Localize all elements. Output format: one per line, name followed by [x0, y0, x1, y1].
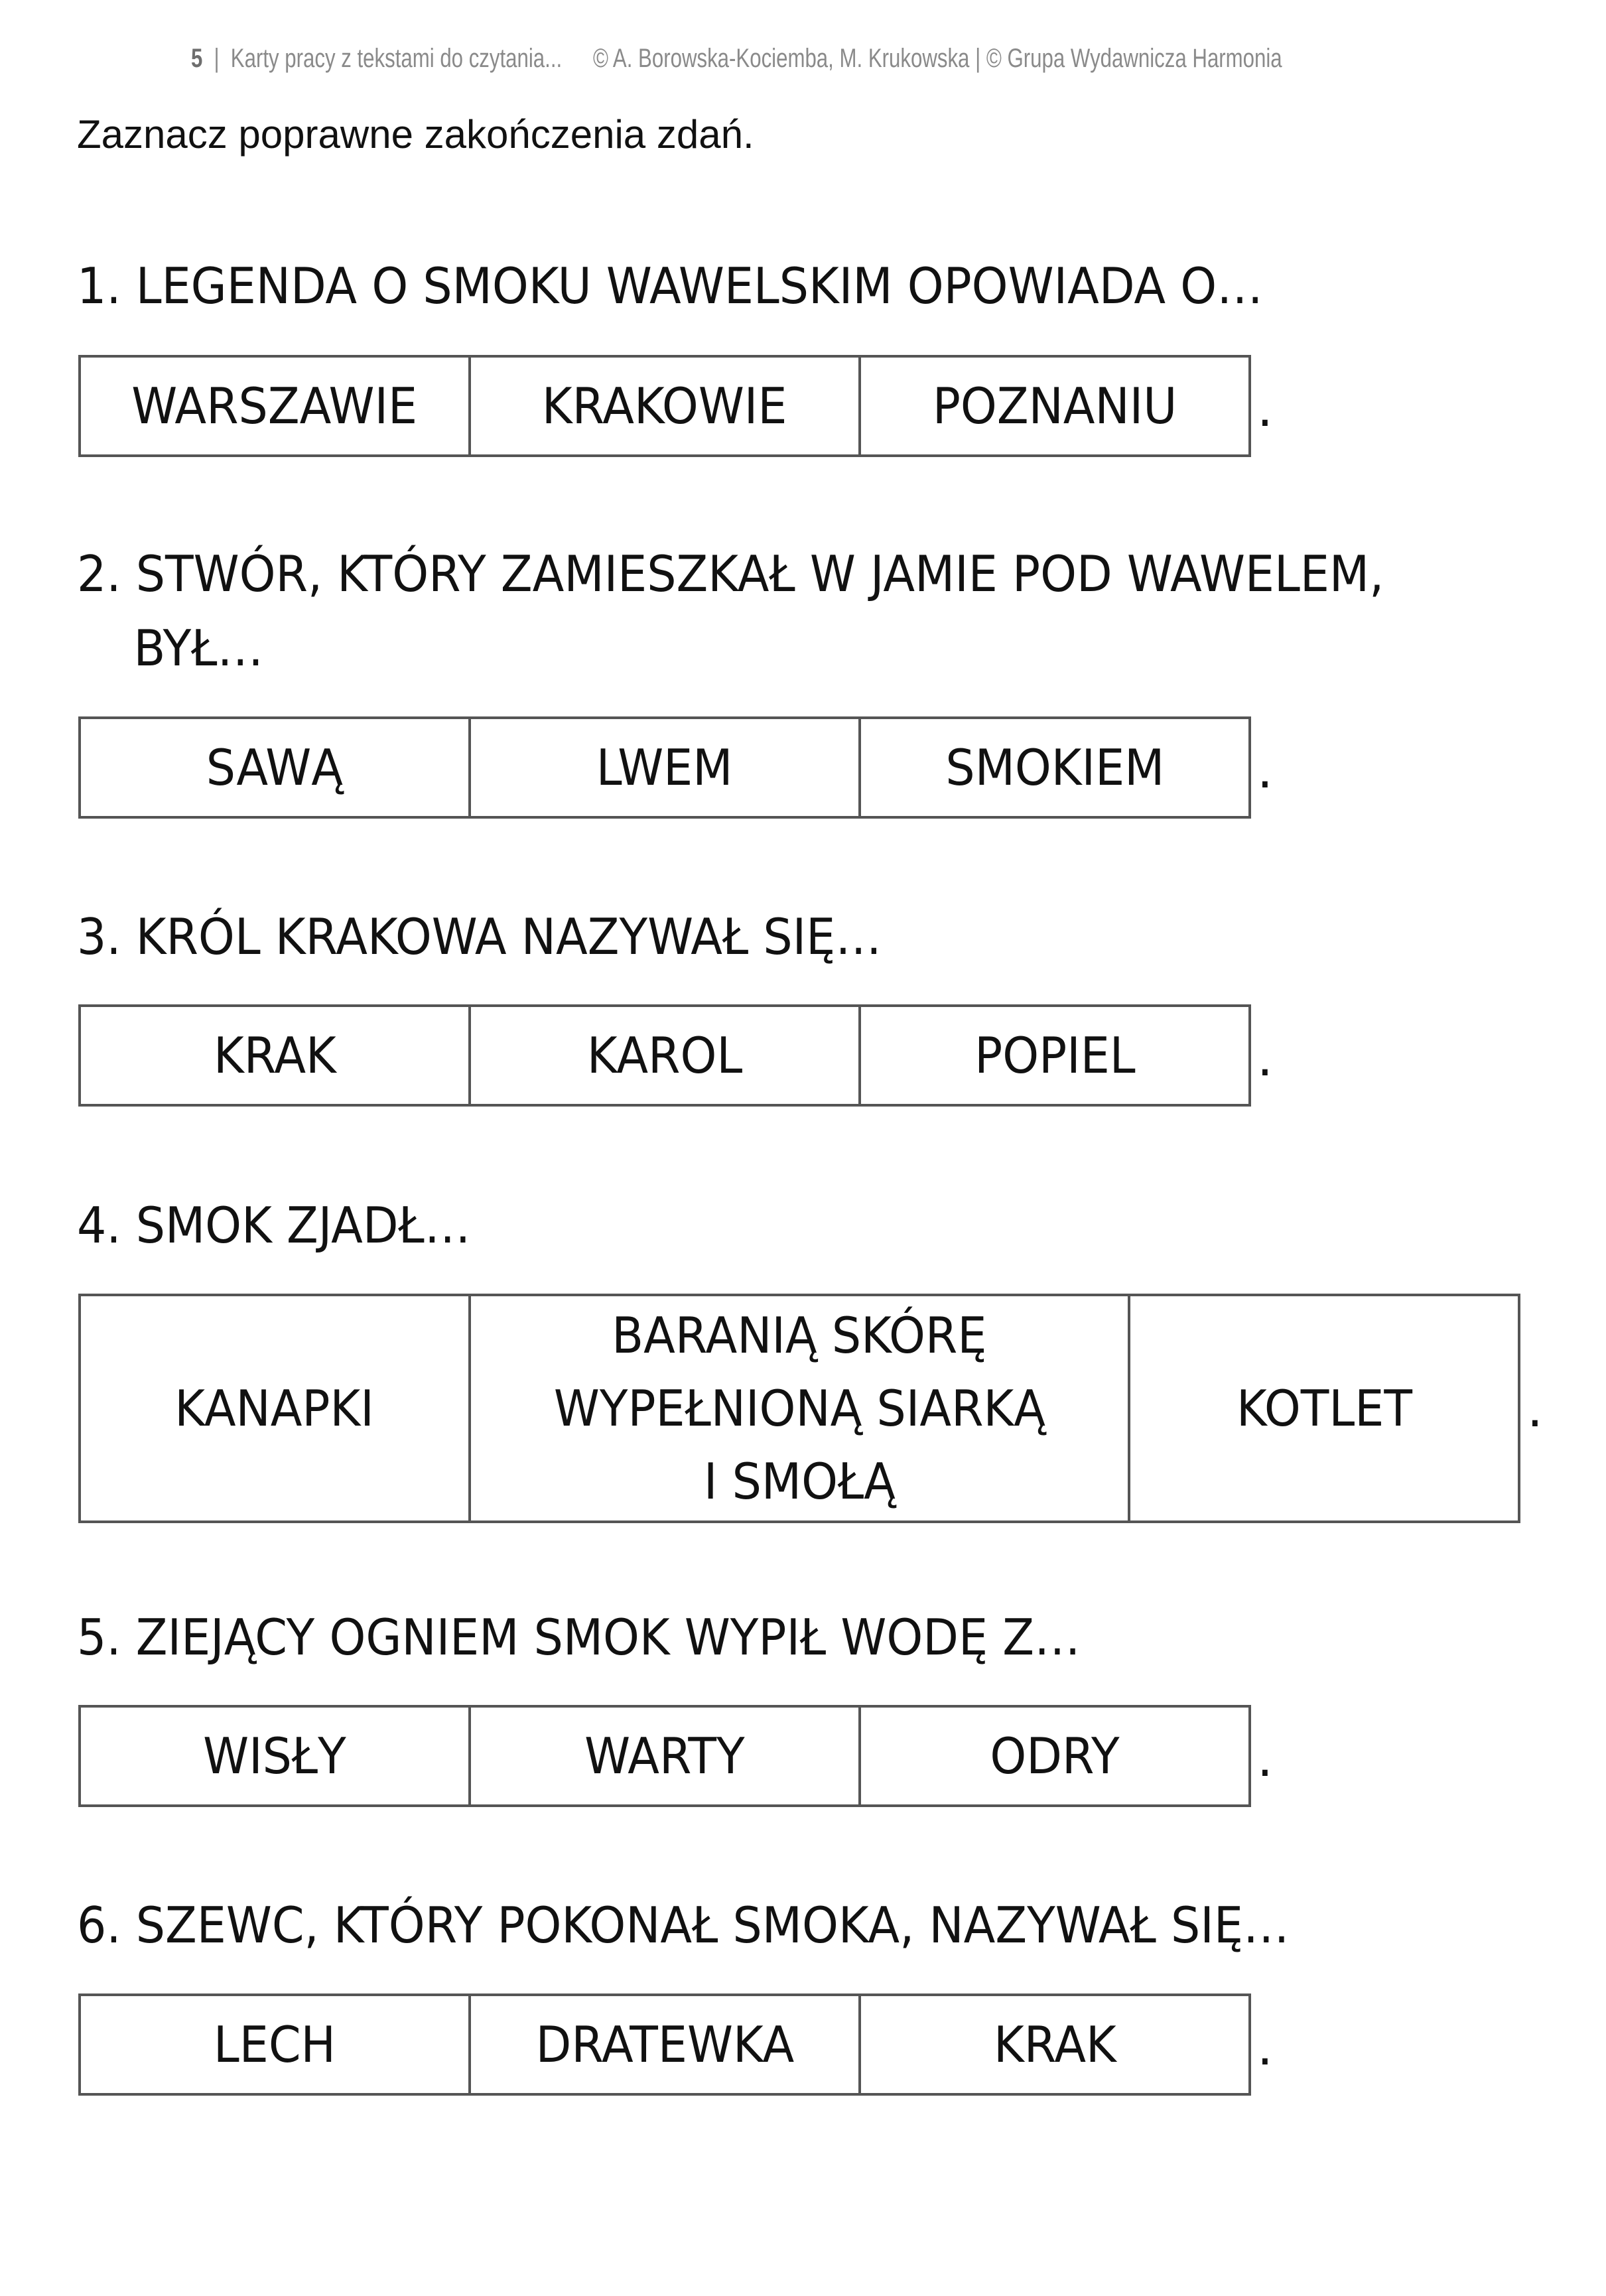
question-3: 3. KRÓL KRAKOWA NAZYWAŁ SIĘ…	[77, 908, 882, 966]
answer-table-1	[78, 355, 1251, 457]
answer-option[interactable]: WISŁY	[80, 1706, 470, 1806]
question-6: 6. SZEWC, KTÓRY POKONAŁ SMOKA, NAZYWAŁ SIĘ…	[77, 1896, 1290, 1954]
question-2-line-1: 2. STWÓR, KTÓRY ZAMIESZKAŁ W JAMIE POD WAWELEM,	[77, 545, 1384, 603]
sentence-period: .	[1257, 1729, 1273, 1788]
answer-option[interactable]: WARTY	[470, 1706, 860, 1806]
answer-option[interactable]: ODRY	[860, 1706, 1250, 1806]
answer-option[interactable]: SMOKIEM	[860, 718, 1250, 817]
sentence-period: .	[1257, 1029, 1273, 1087]
page-number: 5	[191, 44, 203, 73]
question-5: 5. ZIEJĄCY OGNIEM SMOK WYPIŁ WODĘ Z…	[77, 1608, 1081, 1666]
question-4: 4. SMOK ZJADŁ…	[77, 1196, 471, 1254]
answer-option[interactable]: LWEM	[470, 718, 860, 817]
answer-table-2	[78, 716, 1251, 819]
copyright-notice: © A. Borowska-Kociemba, M. Krukowska | © Grupa Wydawnicza Harmonia	[592, 44, 1282, 73]
answer-option[interactable]: WARSZAWIE	[80, 356, 470, 456]
instruction-text: Zaznacz poprawne zakończenia zdań.	[77, 112, 754, 157]
answer-option-line: WYPEŁNIONĄ SIARKĄ	[553, 1379, 1045, 1438]
answer-option[interactable]: KRAK	[860, 1995, 1250, 2094]
answer-table-4	[78, 1294, 1520, 1523]
answer-option[interactable]: POZNANIU	[860, 356, 1250, 456]
sentence-period: .	[1257, 741, 1273, 799]
answer-table-6	[78, 1993, 1251, 2096]
question-1: 1. LEGENDA O SMOKU WAWELSKIM OPOWIADA O…	[77, 257, 1263, 315]
answer-table-5	[78, 1705, 1251, 1807]
answer-option[interactable]	[470, 1295, 1129, 1522]
question-2	[77, 537, 1384, 685]
page-header	[191, 44, 1282, 74]
answer-option[interactable]: POPIEL	[860, 1006, 1250, 1105]
answer-option[interactable]: KAROL	[470, 1006, 860, 1105]
answer-option-line: BARANIĄ SKÓRĘ	[612, 1306, 987, 1365]
answer-option[interactable]: KOTLET	[1129, 1295, 1519, 1522]
answer-option[interactable]: KRAKOWIE	[470, 356, 860, 456]
worksheet-title: Karty pracy z tekstami do czytania...	[230, 44, 563, 73]
answer-option[interactable]: KRAK	[80, 1006, 470, 1105]
answer-option[interactable]: SAWĄ	[80, 718, 470, 817]
answer-option[interactable]: KANAPKI	[80, 1295, 470, 1522]
header-separator: |	[214, 44, 220, 73]
answer-option-line: I SMOŁĄ	[703, 1452, 896, 1511]
answer-table-3	[78, 1004, 1251, 1107]
sentence-period: .	[1257, 2018, 1273, 2076]
answer-option[interactable]: LECH	[80, 1995, 470, 2094]
answer-option[interactable]: DRATEWKA	[470, 1995, 860, 2094]
sentence-period: .	[1257, 379, 1273, 438]
sentence-period: .	[1527, 1380, 1543, 1438]
question-2-line-2: BYŁ…	[133, 619, 264, 677]
